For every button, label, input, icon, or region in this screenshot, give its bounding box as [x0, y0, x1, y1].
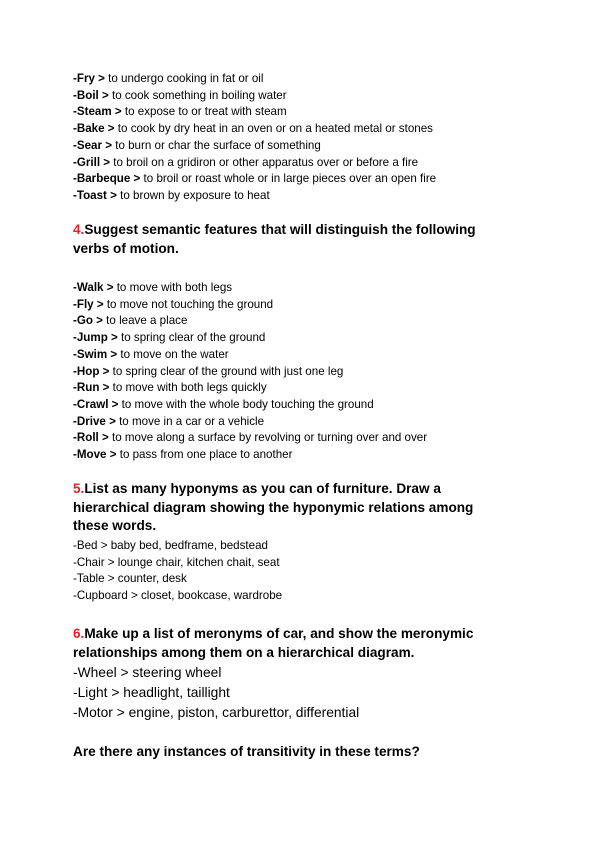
list-item — [73, 171, 543, 188]
list-item — [73, 414, 543, 431]
list-item — [73, 121, 543, 138]
list-term: -Barbeque > — [73, 172, 141, 186]
list-term: -Go > — [73, 314, 103, 328]
list-item: -Motor > engine, piston, carburettor, differential — [73, 704, 360, 720]
list-definition: to move with the whole body touching the ground — [118, 397, 374, 411]
question-number: 5. — [73, 481, 85, 496]
list-term: -Sear > — [73, 138, 112, 152]
list-definition: to move along a surface by revolving or turning over and over — [108, 431, 428, 445]
question-number: 4. — [73, 222, 85, 237]
final-question: Are there any instances of transitivity in these terms? — [73, 744, 420, 759]
list-term: -Bake > — [73, 122, 115, 136]
list-item: -Table > counter, desk — [73, 572, 187, 586]
list-item — [73, 330, 543, 347]
list-definition: to cook by dry heat in an oven or on a heated metal or stones — [114, 122, 433, 136]
list-item — [73, 188, 543, 205]
list-definition: to move in a car or a vehicle — [115, 414, 265, 428]
question-6 — [73, 625, 523, 662]
list-item: -Cupboard > closet, bookcase, wardrobe — [73, 589, 283, 603]
list-definition: to expose to or treat with steam — [121, 105, 287, 119]
list-definition: to spring clear of the ground with just one leg — [109, 364, 344, 378]
list-item — [73, 88, 543, 105]
list-term: -Boil > — [73, 88, 109, 102]
list-term: -Hop > — [73, 364, 110, 378]
list-term: -Crawl > — [73, 397, 119, 411]
list-item — [73, 138, 543, 155]
question-text: Make up a list of meronyms of car, and show the meronymic relationships among them on a hierarchical diagram. — [73, 626, 474, 660]
list-definition: to cook something in boiling water — [108, 88, 287, 102]
question-text: List as many hyponyms as you can of furniture. Draw a hierarchical diagram showing the hyponymic relations among these words. — [73, 481, 474, 533]
list-definition: to pass from one place to another — [116, 448, 293, 462]
list-definition: to undergo cooking in fat or oil — [104, 72, 264, 85]
list-definition: to brown by exposure to heat — [116, 188, 270, 202]
list-item: -Bed > baby bed, bedframe, bedstead — [73, 539, 268, 552]
cooking-verbs-list — [73, 71, 543, 205]
list-definition: to burn or char the surface of something — [112, 138, 321, 152]
list-term: -Toast > — [73, 188, 117, 202]
list-term: -Walk > — [73, 281, 114, 294]
list-term: -Fly > — [73, 297, 104, 311]
list-term: -Roll > — [73, 431, 109, 445]
question-text: Suggest semantic features that will distinguish the following verbs of motion. — [73, 222, 476, 256]
list-term: -Grill > — [73, 155, 111, 169]
list-definition: to broil or roast whole or in large pieces over an open fire — [140, 172, 437, 186]
list-definition: to leave a place — [102, 314, 188, 328]
question-number: 6. — [73, 626, 85, 641]
list-item — [73, 447, 543, 464]
list-definition: to move on the water — [117, 347, 229, 361]
list-item — [73, 313, 543, 330]
list-term: -Steam > — [73, 105, 122, 119]
list-item — [73, 397, 543, 414]
list-item — [73, 104, 543, 121]
motion-verbs-list — [73, 280, 543, 464]
list-item: -Chair > lounge chair, kitchen chait, seat — [73, 555, 280, 569]
list-item — [73, 430, 543, 447]
list-item — [73, 71, 543, 88]
list-item — [73, 380, 543, 397]
question-4 — [73, 221, 503, 258]
list-term: -Move > — [73, 448, 117, 462]
list-term: -Fry > — [73, 72, 105, 85]
list-item — [73, 347, 543, 364]
list-item — [73, 155, 543, 172]
car-meronyms-list — [73, 663, 543, 722]
list-term: -Drive > — [73, 414, 116, 428]
list-term: -Swim > — [73, 347, 118, 361]
list-item — [73, 280, 543, 297]
list-definition: to move with both legs — [113, 281, 233, 294]
list-item: -Light > headlight, taillight — [73, 684, 230, 700]
list-definition: to broil on a gridiron or other apparatus over or before a fire — [110, 155, 419, 169]
list-term: -Jump > — [73, 331, 118, 345]
list-item — [73, 297, 543, 314]
list-item — [73, 364, 543, 381]
list-definition: to move with both legs quickly — [109, 381, 267, 395]
list-term: -Run > — [73, 381, 110, 395]
list-definition: to move not touching the ground — [103, 297, 274, 311]
question-5 — [73, 480, 503, 536]
furniture-list — [73, 538, 543, 605]
list-definition: to spring clear of the ground — [117, 331, 266, 345]
list-item: -Wheel > steering wheel — [73, 665, 222, 680]
